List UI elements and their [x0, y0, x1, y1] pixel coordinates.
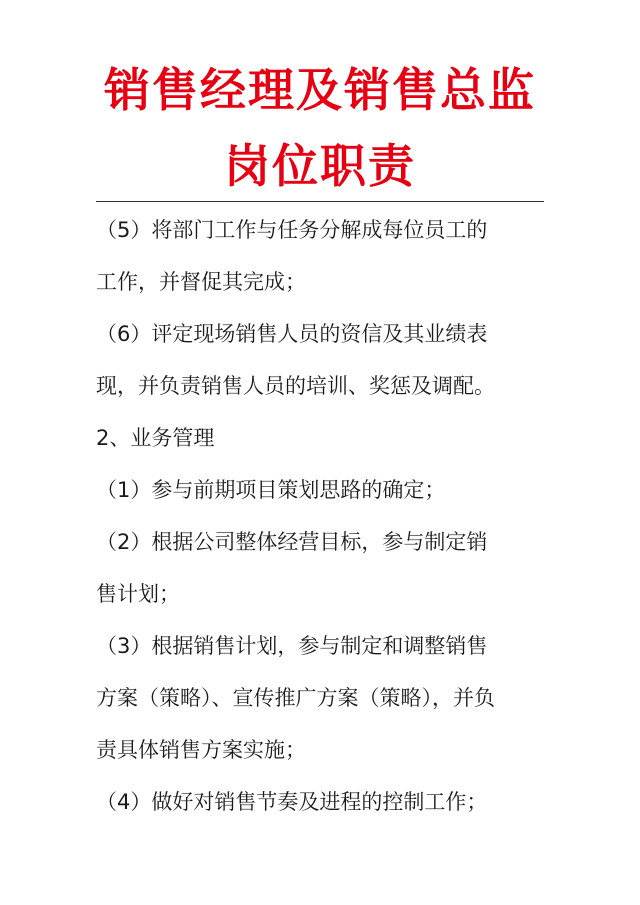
- document-body: [96, 204, 556, 828]
- body-line: 售计划；: [96, 582, 180, 606]
- body-line: 工作，并督促其完成；: [96, 270, 306, 294]
- body-line: （6）评定现场销售人员的资信及其业绩表: [96, 322, 488, 346]
- body-line: （1）参与前期项目策划思路的确定；: [96, 478, 446, 502]
- document-title-line-1: 销售经理及销售总监: [104, 63, 536, 117]
- body-line: 方案（策略）、宣传推广方案（策略），并负: [96, 686, 495, 710]
- body-line: （3）根据销售计划，参与制定和调整销售: [96, 634, 488, 658]
- body-line: （4）做好对销售节奏及进程的控制工作；: [96, 790, 488, 814]
- body-line: 责具体销售方案实施；: [96, 738, 306, 762]
- section-heading: 2、业务管理: [96, 426, 215, 450]
- body-line: （5）将部门工作与任务分解成每位员工的: [96, 218, 488, 242]
- body-line: （2）根据公司整体经营目标，参与制定销: [96, 530, 488, 554]
- title-divider: [96, 201, 544, 202]
- document-title-line-2: 岗位职责: [224, 139, 416, 193]
- body-line: 现，并负责销售人员的培训、奖惩及调配。: [96, 374, 495, 398]
